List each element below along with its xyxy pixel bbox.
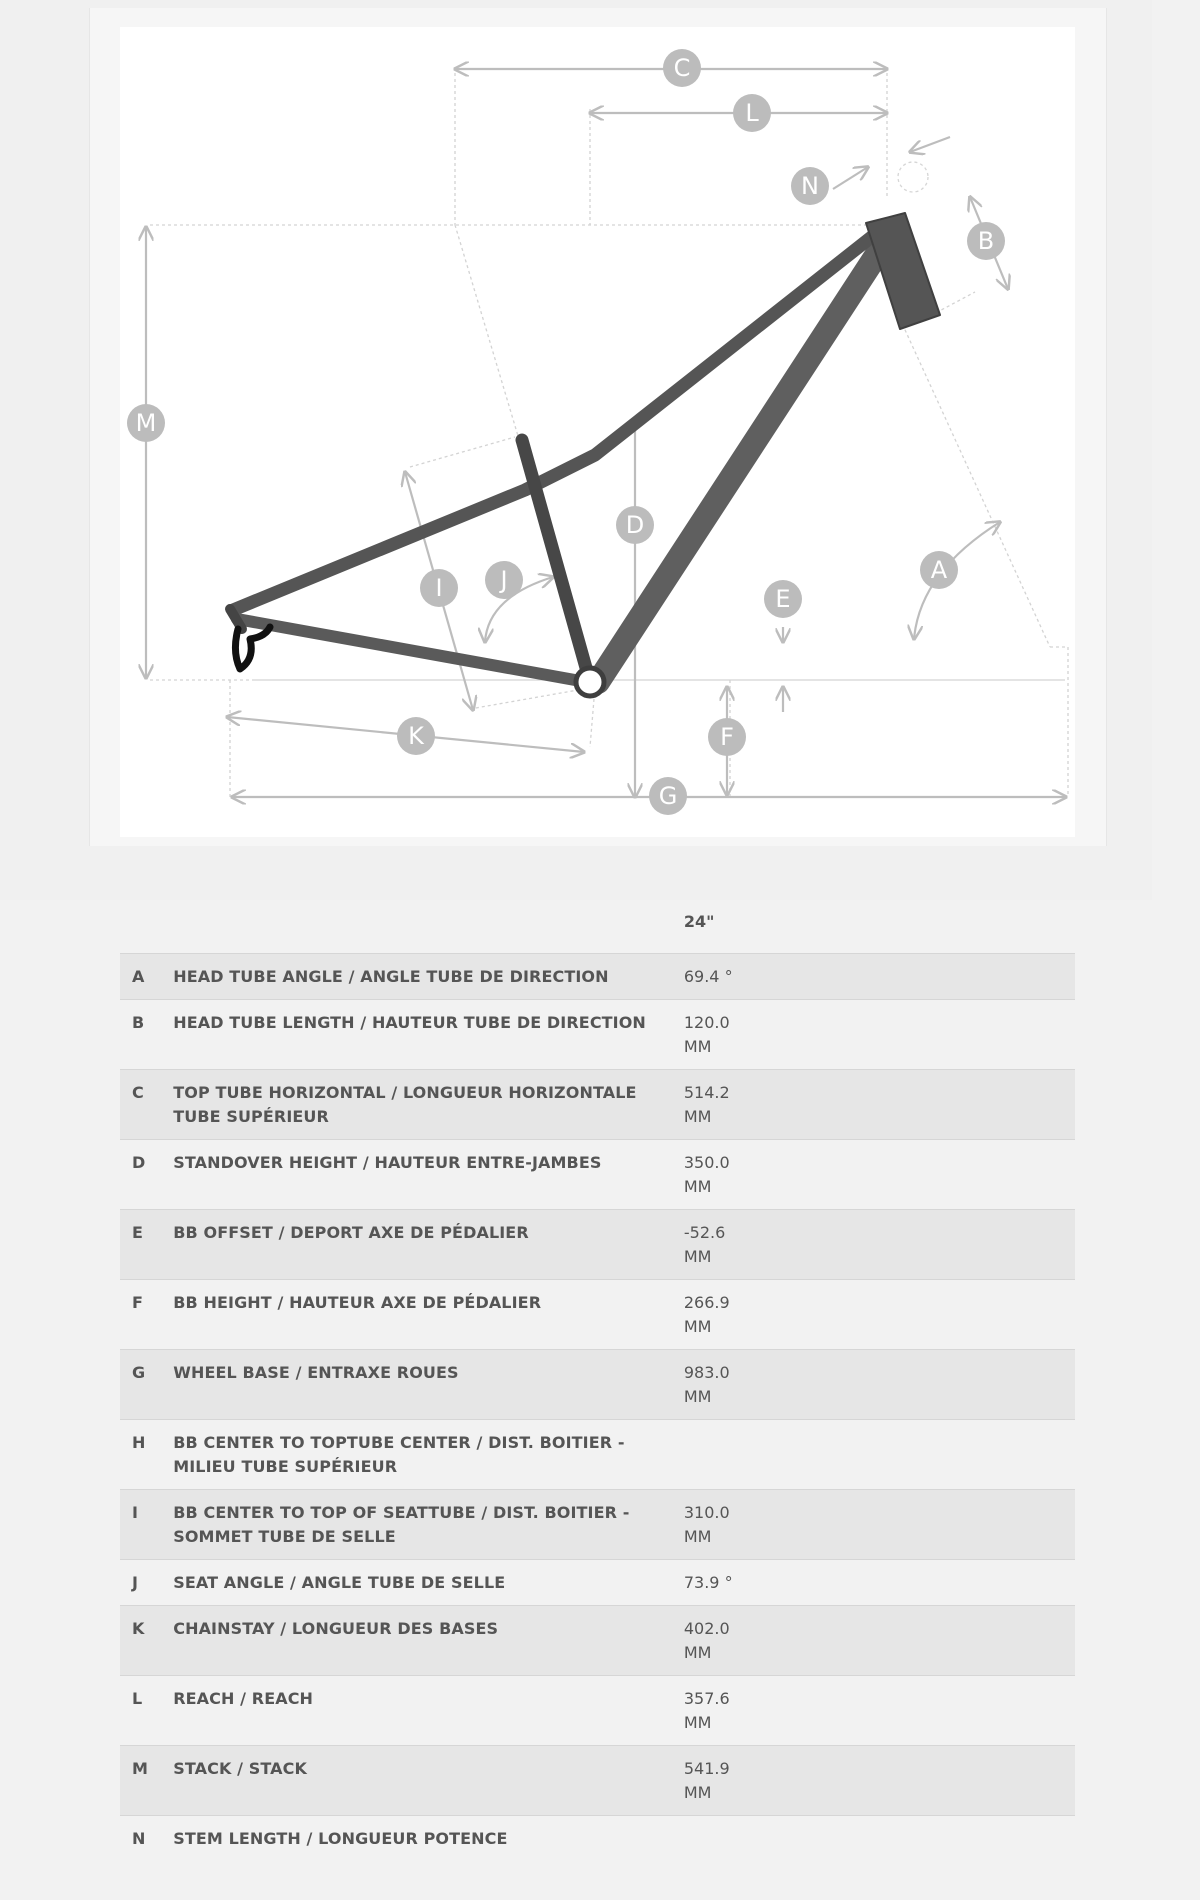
badge-g — [649, 777, 687, 815]
badge-m — [127, 404, 165, 442]
svg-text:N: N — [801, 172, 819, 200]
table-row — [120, 954, 1075, 1000]
row-value — [684, 1280, 1075, 1350]
row-measurement-name — [173, 1676, 684, 1746]
row-measurement-name — [173, 1746, 684, 1816]
value-line: 402.0 — [683, 1619, 730, 1638]
row-value — [684, 1490, 1075, 1560]
row-value — [684, 1210, 1075, 1280]
svg-text:K: K — [408, 722, 424, 750]
table-row — [120, 1140, 1075, 1210]
row-letter: D — [132, 1153, 146, 1172]
table-row — [120, 1816, 1075, 1862]
geometry-diagram — [120, 27, 1075, 837]
svg-text:M: M — [135, 409, 157, 437]
table-row — [120, 1606, 1075, 1676]
name-line: STACK / STACK — [173, 1759, 307, 1778]
row-letter: F — [132, 1293, 143, 1312]
badge-e — [764, 580, 802, 618]
table-row — [120, 1070, 1075, 1140]
name-line: TUBE SUPÉRIEUR — [173, 1107, 329, 1126]
name-line: WHEEL BASE / ENTRAXE ROUES — [173, 1363, 459, 1382]
svg-text:G: G — [658, 782, 678, 810]
row-measurement-name — [173, 1560, 684, 1606]
svg-text:E: E — [775, 585, 791, 613]
name-line: TOP TUBE HORIZONTAL / LONGUEUR HORIZONTALE — [173, 1083, 637, 1102]
row-value — [684, 1606, 1075, 1676]
value-line: 310.0 — [683, 1503, 730, 1522]
name-line: STEM LENGTH / LONGUEUR POTENCE — [173, 1829, 508, 1848]
guide-lines — [150, 67, 1068, 797]
value-line: MM — [683, 1713, 712, 1732]
row-measurement-name — [173, 1140, 684, 1210]
table-header-row — [120, 900, 1075, 954]
badge-i — [420, 569, 458, 607]
geometry-table — [120, 900, 1075, 1862]
row-measurement-name — [173, 1280, 684, 1350]
name-line: SEAT ANGLE / ANGLE TUBE DE SELLE — [173, 1573, 506, 1592]
table-row — [120, 1280, 1075, 1350]
row-measurement-name — [173, 1350, 684, 1420]
svg-text:D: D — [625, 511, 645, 539]
table-row — [120, 1676, 1075, 1746]
row-value — [684, 1420, 1075, 1490]
value-line: MM — [683, 1247, 712, 1266]
badge-j — [485, 561, 523, 599]
name-line: HEAD TUBE LENGTH / HAUTEUR TUBE DE DIRECTION — [173, 1013, 646, 1032]
value-line: 357.6 — [683, 1689, 730, 1708]
badge-f — [708, 718, 746, 756]
row-measurement-name — [173, 1816, 684, 1862]
bike-frame — [230, 213, 940, 696]
value-line: 983.0 — [683, 1363, 730, 1382]
value-line: -52.6 — [683, 1223, 726, 1242]
size-header: 24" — [683, 912, 715, 931]
row-letter: B — [132, 1013, 145, 1032]
table-row — [120, 1746, 1075, 1816]
value-line: 514.2 — [683, 1083, 730, 1102]
row-measurement-name — [173, 1490, 684, 1560]
name-line: STANDOVER HEIGHT / HAUTEUR ENTRE-JAMBES — [173, 1153, 602, 1172]
row-measurement-name — [173, 954, 684, 1000]
name-line: BB OFFSET / DEPORT AXE DE PÉDALIER — [173, 1223, 529, 1242]
row-value — [684, 954, 1075, 1000]
table-row — [120, 1420, 1075, 1490]
name-line: HEAD TUBE ANGLE / ANGLE TUBE DE DIRECTION — [173, 967, 609, 986]
svg-text:F: F — [720, 723, 734, 751]
value-line: 541.9 — [683, 1759, 730, 1778]
row-value — [684, 1140, 1075, 1210]
row-letter: L — [132, 1689, 143, 1708]
row-value — [684, 1816, 1075, 1862]
svg-text:B: B — [977, 227, 995, 255]
row-letter: I — [132, 1503, 138, 1522]
table-row — [120, 1490, 1075, 1560]
table-row — [120, 1560, 1075, 1606]
badge-k — [397, 717, 435, 755]
row-measurement-name — [173, 1606, 684, 1676]
svg-text:I: I — [435, 574, 443, 602]
name-line: BB CENTER TO TOPTUBE CENTER / DIST. BOITIER - — [173, 1433, 625, 1452]
value-line: 69.4 ° — [683, 967, 733, 986]
row-letter: C — [132, 1083, 144, 1102]
row-measurement-name — [173, 1070, 684, 1140]
row-letter: M — [132, 1759, 148, 1778]
value-line: MM — [683, 1317, 712, 1336]
row-measurement-name — [173, 1420, 684, 1490]
value-line: MM — [683, 1527, 712, 1546]
value-line: 120.0 — [683, 1013, 730, 1032]
value-line: 350.0 — [683, 1153, 730, 1172]
row-letter: A — [132, 967, 145, 986]
name-line: REACH / REACH — [173, 1689, 314, 1708]
row-letter: J — [132, 1573, 138, 1592]
badge-b — [967, 222, 1005, 260]
table-row — [120, 1000, 1075, 1070]
table-row — [120, 1350, 1075, 1420]
badge-l — [733, 94, 771, 132]
name-line: BB HEIGHT / HAUTEUR AXE DE PÉDALIER — [173, 1293, 542, 1312]
svg-text:C: C — [673, 54, 691, 82]
row-letter: K — [132, 1619, 145, 1638]
name-line: CHAINSTAY / LONGUEUR DES BASES — [173, 1619, 499, 1638]
name-line: BB CENTER TO TOP OF SEATTUBE / DIST. BOITIER - — [173, 1503, 630, 1522]
value-line: MM — [683, 1037, 712, 1056]
row-value — [684, 1000, 1075, 1070]
row-letter: N — [132, 1829, 146, 1848]
name-line: SOMMET TUBE DE SELLE — [173, 1527, 396, 1546]
row-value — [684, 1560, 1075, 1606]
badge-n — [791, 167, 829, 205]
row-letter: G — [132, 1363, 146, 1382]
name-line: MILIEU TUBE SUPÉRIEUR — [173, 1457, 398, 1476]
row-value — [684, 1070, 1075, 1140]
value-line: MM — [683, 1643, 712, 1662]
value-line: MM — [683, 1783, 712, 1802]
dimension-badges — [127, 49, 1005, 815]
value-line: 73.9 ° — [683, 1573, 733, 1592]
value-line: MM — [683, 1107, 712, 1126]
value-line: 266.9 — [683, 1293, 730, 1312]
row-value — [684, 1350, 1075, 1420]
row-value — [684, 1676, 1075, 1746]
frame-geometry-svg — [120, 27, 1075, 837]
row-letter: H — [132, 1433, 146, 1452]
svg-text:J: J — [500, 566, 508, 594]
table-row — [120, 1210, 1075, 1280]
value-line: MM — [683, 1387, 712, 1406]
row-letter: E — [132, 1223, 143, 1242]
row-measurement-name — [173, 1210, 684, 1280]
badge-d — [616, 506, 654, 544]
svg-text:L: L — [745, 99, 759, 127]
value-line: MM — [683, 1177, 712, 1196]
row-measurement-name — [173, 1000, 684, 1070]
badge-a — [920, 551, 958, 589]
badge-c — [663, 49, 701, 87]
svg-text:A: A — [930, 556, 948, 584]
row-value — [684, 1746, 1075, 1816]
